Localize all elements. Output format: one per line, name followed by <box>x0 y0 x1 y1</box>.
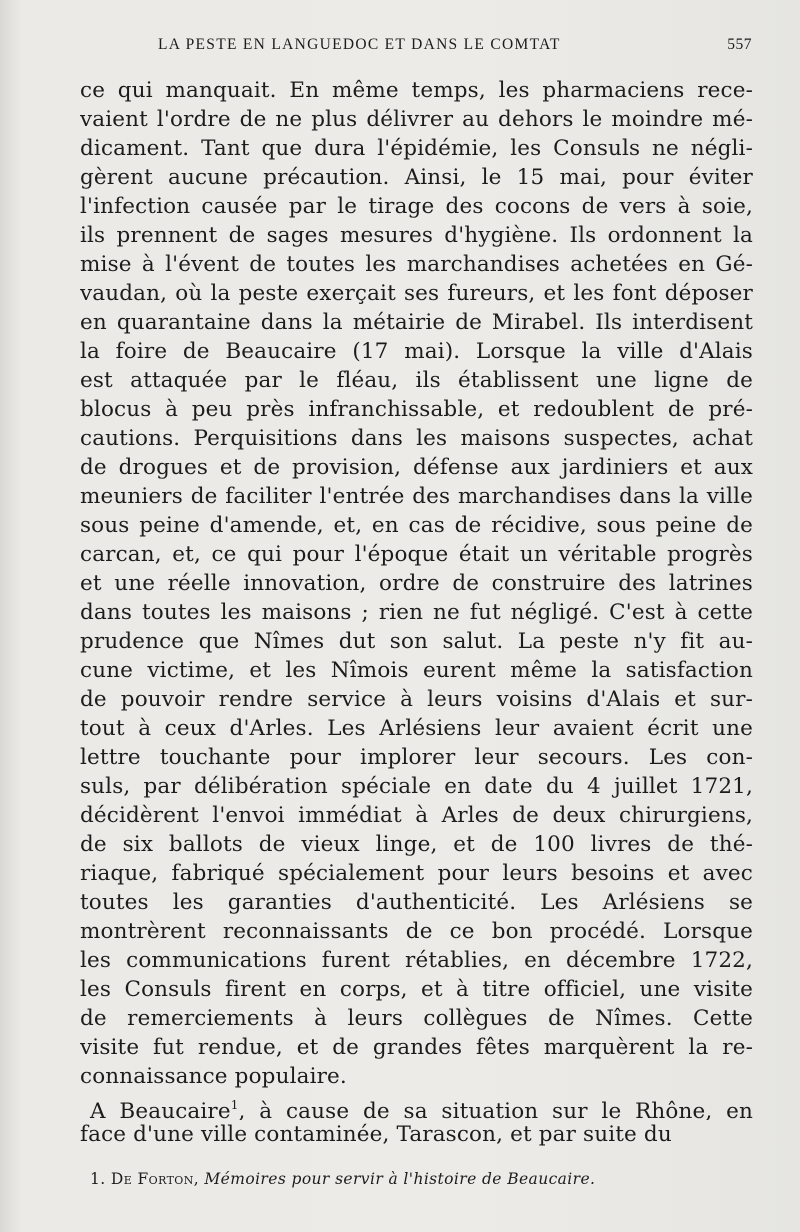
text-line: montrèrent reconnaissants de ce bon procédé. Lorsque <box>80 919 753 944</box>
footnote <box>90 1170 730 1188</box>
text-line: tout à ceux d'Arles. Les Arlésiens leur avaient écrit une <box>80 716 753 741</box>
text-line: sous peine d'amende, et, en cas de récidive, sous peine de <box>80 513 753 538</box>
page-header <box>60 36 756 56</box>
text-line: toutes les garanties d'authenticité. Les Arlésiens se <box>80 890 753 915</box>
text-line: ce qui manquait. En même temps, les pharmaciens rece- <box>80 78 753 103</box>
text-line: carcan, et, ce qui pour l'époque était un véritable progrès <box>80 542 753 567</box>
paragraph-1 <box>80 76 753 1091</box>
text-line: de drogues et de provision, défense aux jardiniers et aux <box>80 455 753 480</box>
text-line: l'infection causée par le tirage des cocons de vers à soie, <box>80 194 753 219</box>
text-line: visite fut rendue, et de grandes fêtes marquèrent la re- <box>80 1035 753 1060</box>
text-line: lettre touchante pour implorer leur secours. Les con- <box>80 745 753 770</box>
text-line: cautions. Perquisitions dans les maisons suspectes, achat <box>80 426 753 451</box>
text-line: les Consuls firent en corps, et à titre officiel, une visite <box>80 977 753 1002</box>
running-title: LA PESTE EN LANGUEDOC ET DANS LE COMTAT <box>158 36 561 53</box>
text-line: en quarantaine dans la métairie de Mirabel. Ils interdisent <box>80 310 753 335</box>
text-line: connaissance populaire. <box>80 1064 347 1089</box>
text-line: meuniers de faciliter l'entrée des marchandises dans la ville <box>80 484 753 509</box>
paragraph-2-line-1-rest: , à cause de sa situation sur le Rhône, en <box>238 1099 753 1120</box>
text-line: la foire de Beaucaire (17 mai). Lorsque la ville d'Alais <box>80 339 753 364</box>
text-line: vaudan, où la peste exerçait ses fureurs, et les font déposer <box>80 281 753 306</box>
paragraph-2 <box>80 1091 753 1149</box>
footnote-number: 1. <box>90 1170 106 1188</box>
text-line: mise à l'évent de toutes les marchandises achetées en Gé- <box>80 252 753 277</box>
text-line: prudence que Nîmes dut son salut. La peste n'y fit au- <box>80 629 753 654</box>
footnote-marker: 1 <box>230 1098 239 1112</box>
paragraph-2-opening: A Beaucaire <box>90 1099 231 1120</box>
text-line: les communications furent rétablies, en décembre 1722, <box>80 948 753 973</box>
text-line: dicament. Tant que dura l'épidémie, les Consuls ne négli- <box>80 136 753 161</box>
text-line: et une réelle innovation, ordre de construire des latrines <box>80 571 753 596</box>
text-line <box>80 1091 753 1120</box>
text-line: gèrent aucune précaution. Ainsi, le 15 mai, pour éviter <box>80 165 753 190</box>
text-line: blocus à peu près infranchissable, et redoublent de pré- <box>80 397 753 422</box>
footnote-title: Mémoires pour servir à l'histoire de Beaucaire. <box>204 1170 596 1188</box>
text-line: ils prennent de sages mesures d'hygiène. Ils ordonnent la <box>80 223 753 248</box>
text-line: décidèrent l'envoi immédiat à Arles de deux chirurgiens, <box>80 803 753 828</box>
footnote-author: De Forton, <box>110 1170 200 1188</box>
page-number: 557 <box>727 36 752 53</box>
text-line: dans toutes les maisons ; rien ne fut négligé. C'est à cette <box>80 600 753 625</box>
text-line: riaque, fabriqué spécialement pour leurs besoins et avec <box>80 861 753 886</box>
text-line: de remerciements à leurs collègues de Nîmes. Cette <box>80 1006 753 1031</box>
text-line: de six ballots de vieux linge, et de 100 livres de thé- <box>80 832 753 857</box>
text-line: vaient l'ordre de ne plus délivrer au dehors le moindre mé- <box>80 107 753 132</box>
text-line: suls, par délibération spéciale en date du 4 juillet 1721, <box>80 774 753 799</box>
main-text <box>80 76 753 1149</box>
text-line: est attaquée par le fléau, ils établissent une ligne de <box>80 368 753 393</box>
text-line: cune victime, et les Nîmois eurent même la satisfaction <box>80 658 753 683</box>
text-line: de pouvoir rendre service à leurs voisins d'Alais et sur- <box>80 687 753 712</box>
text-line: face d'une ville contaminée, Tarascon, et par suite du <box>80 1122 672 1147</box>
